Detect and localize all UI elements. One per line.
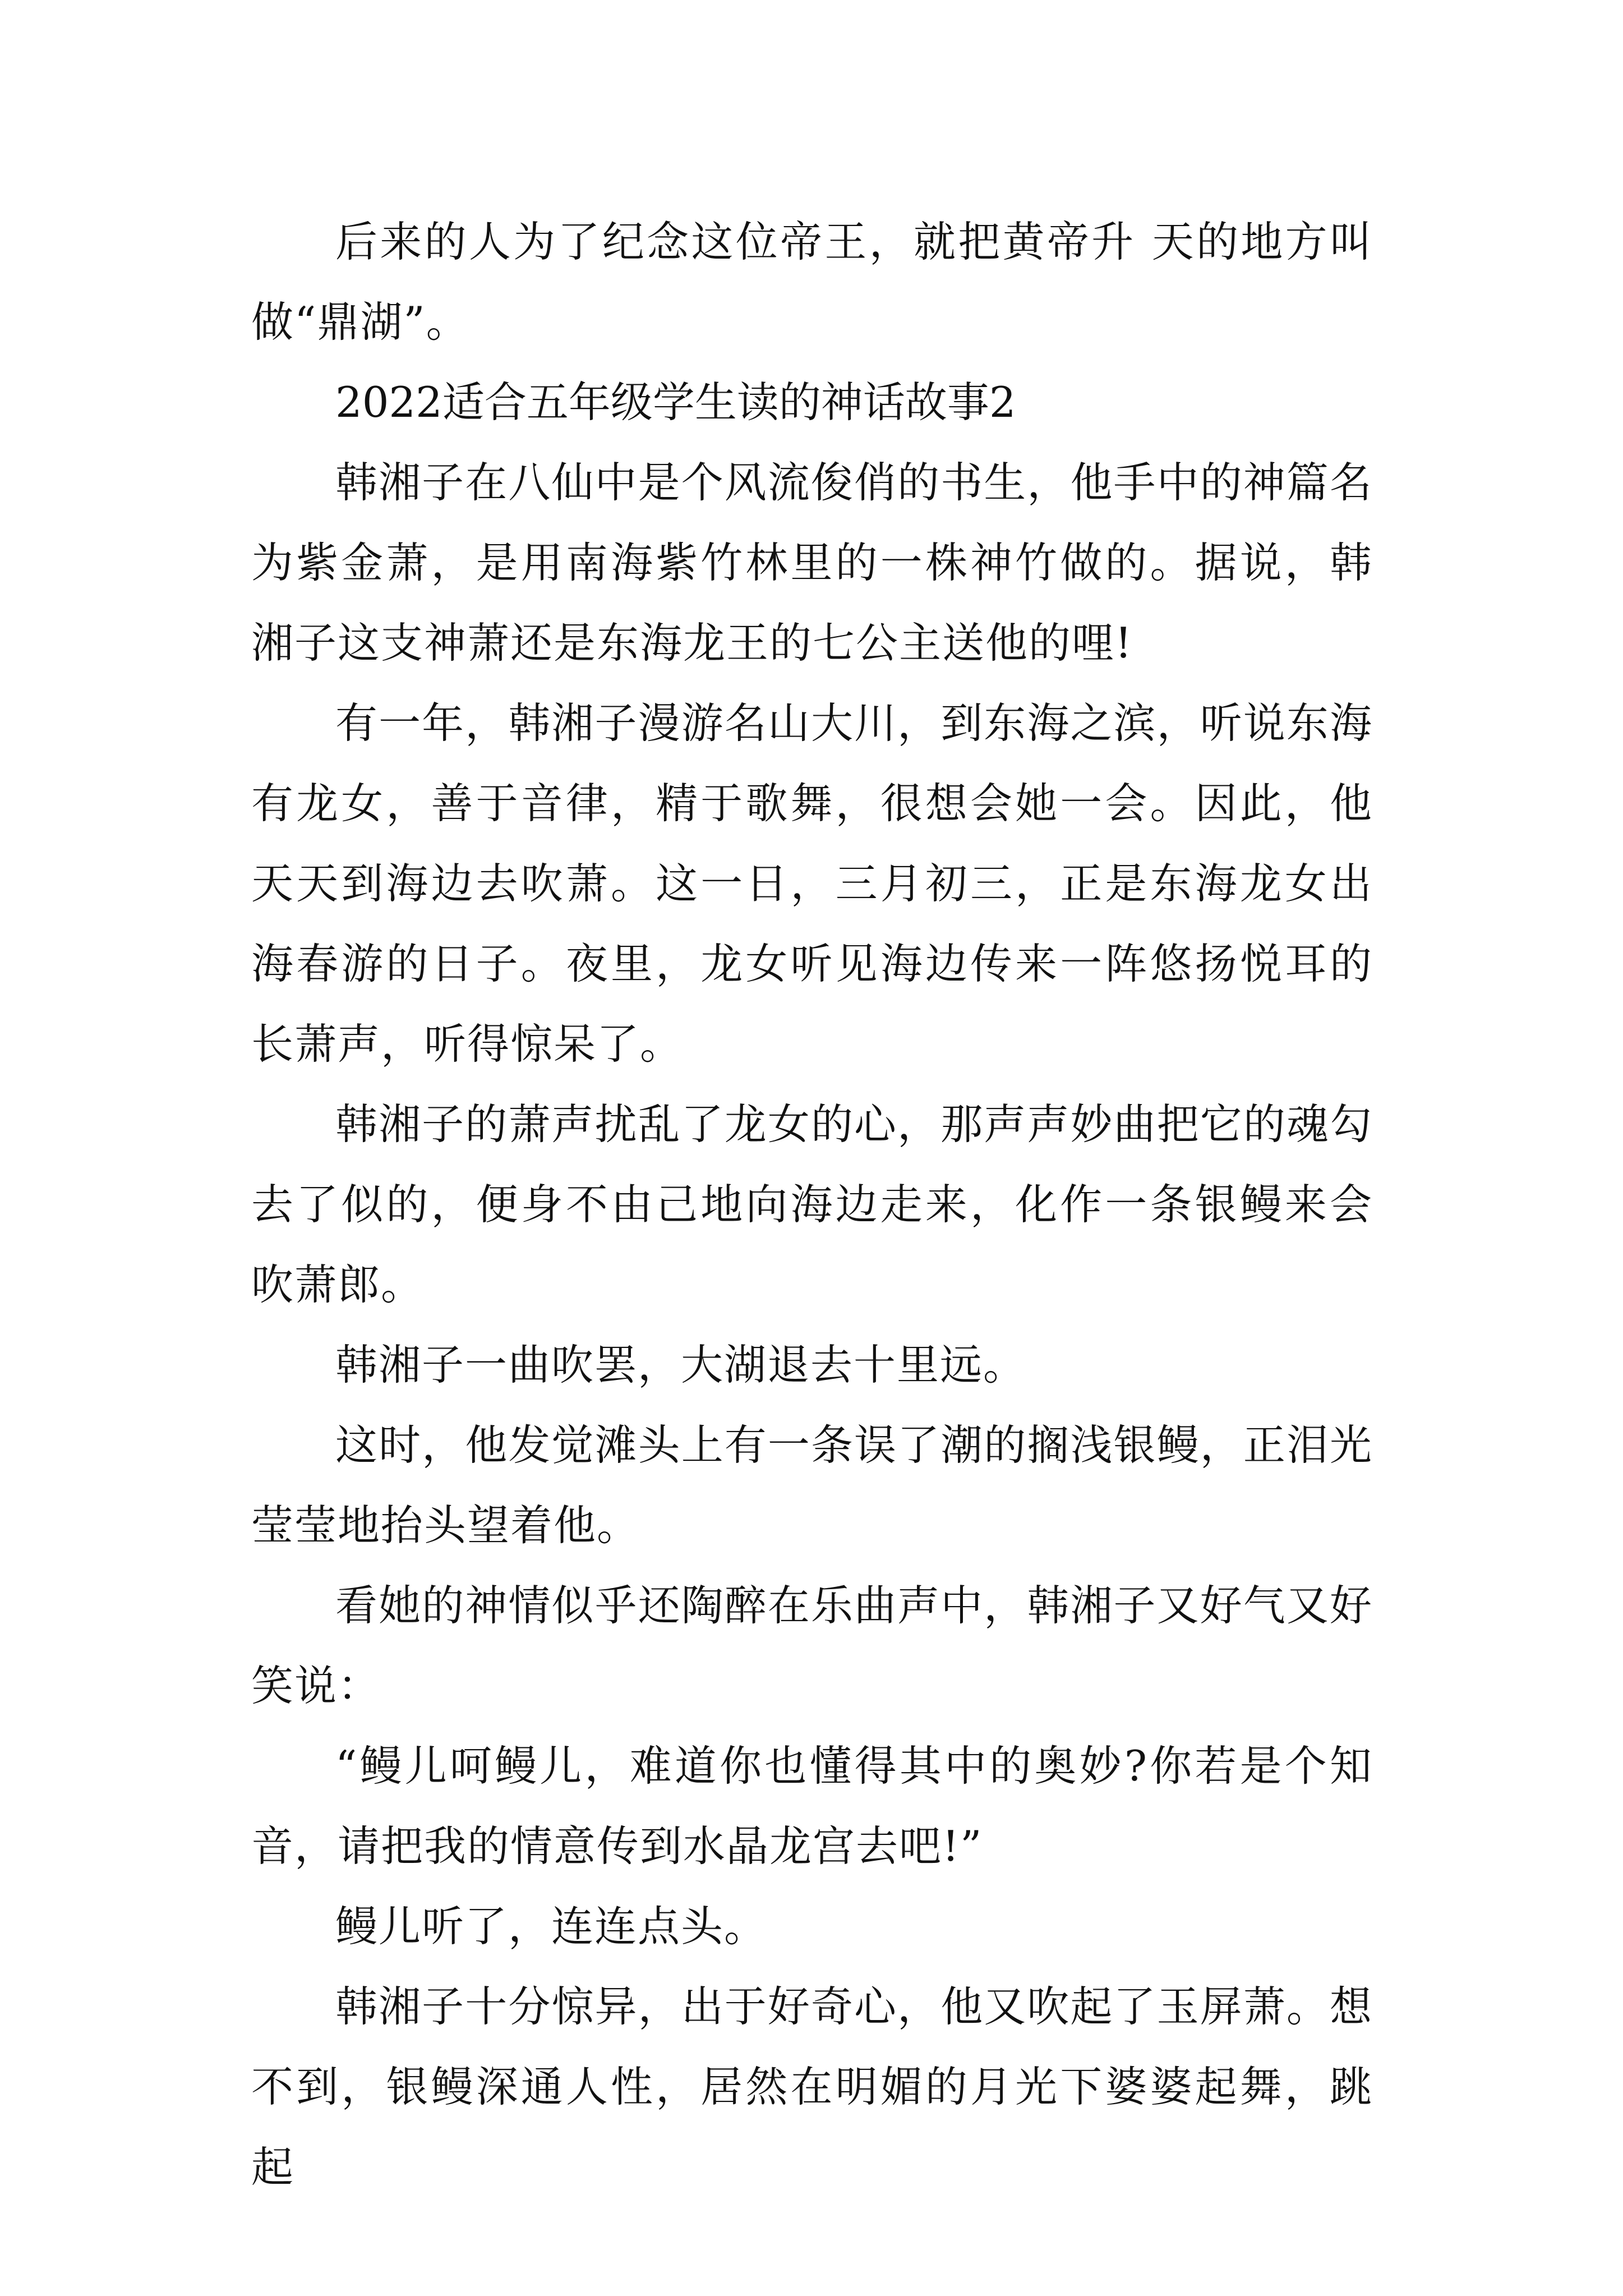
paragraph: 韩湘子一曲吹罢，大湖退去十里远。 <box>335 1340 1027 1389</box>
paragraph: 鳗儿听了，连连点头。 <box>335 1902 768 1951</box>
paragraph: 韩湘子在八仙中是个风流俊俏的书生，他手中的神篇名为紫金萧，是用南海紫竹林里的一株神竹做的。据说，韩湘子这支神萧还是东海龙王的七公主送他的哩! <box>251 458 1373 668</box>
paragraph: 有一年，韩湘子漫游名山大川，到东海之滨，听说东海有龙女，善于音律，精于歌舞，很想会她一会。因此，他天天到海边去吹萧。这一日，三月初三，正是东海龙女出海春游的日子。夜里，龙女听见海边传来一阵悠扬悦耳的长萧声，听得惊呆了。 <box>251 698 1373 1069</box>
paragraph: “鳗儿呵鳗儿，难道你也懂得其中的奥妙?你若是个知音，请把我的情意传到水晶龙宫去吧!” <box>251 1741 1373 1871</box>
paragraph: 这时，他发觉滩头上有一条误了潮的搁浅银鳗，正泪光莹莹地抬头望着他。 <box>251 1420 1373 1550</box>
paragraph: 韩湘子的萧声扰乱了龙女的心，那声声妙曲把它的魂勾去了似的，便身不由己地向海边走来，化作一条银鳗来会吹萧郎。 <box>251 1099 1373 1309</box>
document-body <box>251 202 1373 2207</box>
section-heading: 2022适合五年级学生读的神话故事2 <box>335 378 1016 427</box>
paragraph: 韩湘子十分惊异，出于好奇心，他又吹起了玉屏萧。想不到，银鳗深通人性，居然在明媚的月光下婆婆起舞，跳起 <box>251 1982 1373 2192</box>
paragraph: 后来的人为了纪念这位帝王，就把黄帝升 天的地方叫做“鼎湖”。 <box>251 217 1373 347</box>
paragraph: 看她的神情似乎还陶醉在乐曲声中，韩湘子又好气又好笑说： <box>251 1581 1373 1710</box>
